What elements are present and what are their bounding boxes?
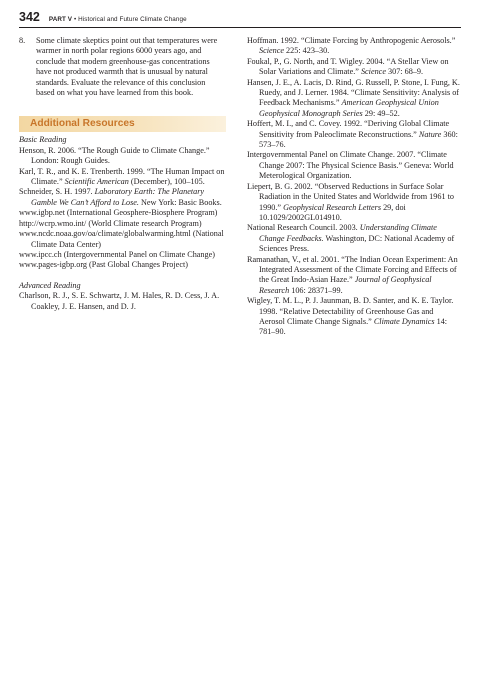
reference-it: Laboratory Earth: The Planetary Gamble We Can’t Afford to Lose. [31, 187, 205, 207]
reference-pre: www.ipcc.ch (Intergovernmental Panel on Climate Change) [19, 249, 215, 259]
reference-it: Climate Dynamics [373, 316, 435, 326]
advanced-reading-list-left [19, 291, 226, 312]
reference-post: 106: 28371–99. [289, 285, 343, 295]
reference-entry [19, 260, 226, 270]
reference-it: Journal of Geophysical Research [259, 275, 432, 295]
reference-it: Geophysical Research Letters [283, 202, 382, 212]
reference-post: 360: 573–76. [259, 129, 458, 150]
basic-reading-heading: Basic Reading [19, 135, 67, 145]
left-column [19, 36, 226, 312]
page-number: 342 [19, 10, 40, 24]
reference-pre: Liepert, B. G. 2002. “Observed Reductions in Surface Solar Radiation in the United States and Worldwide from 1961 to 1990.” [247, 181, 454, 212]
reference-post: 225: 423–30. [284, 46, 330, 56]
reference-it: American Geophysical Union Geophysical Monograph Series [259, 98, 439, 118]
reference-pre: Karl, T. R., and K. E. Trenberth. 1999. “The Human Impact on Climate.” [19, 166, 225, 187]
reference-entry [19, 208, 226, 218]
reference-pre: www.igbp.net (International Geosphere-Biosphere Program) [19, 208, 218, 218]
advanced-reading-list-right [247, 36, 460, 338]
reference-entry [19, 250, 226, 260]
reference-entry [247, 182, 460, 224]
header-separator: • [72, 16, 79, 23]
reference-pre: http://wcrp.wmo.int/ (World Climate research Program) [19, 218, 202, 228]
section-banner [19, 116, 226, 132]
reference-it: Science [259, 46, 284, 56]
reference-entry [247, 36, 460, 57]
reference-pre: National Research Council. 2003. [247, 223, 360, 233]
reference-entry [247, 150, 460, 181]
reference-it: Understanding Climate Change Feedbacks. [259, 223, 437, 243]
reference-pre: Hansen, J. E., A. Lacis, D. Rind, G. Russell, P. Stone, I. Fung, K. Ruedy, and J. Lerner. 1984. “Climate Sensitivity: Analysis of Feedback Mechanisms.” [247, 77, 460, 108]
reference-entry [19, 146, 226, 167]
right-column [247, 36, 460, 338]
reference-post: 29, doi 10.1029/2002GL014910. [259, 202, 406, 222]
part-label: PART V [48, 16, 73, 23]
running-header [19, 10, 187, 24]
reference-pre: Wigley, T. M. L., P. J. Jaunman, B. D. Santer, and K. E. Taylor. 1998. “Relative Detectability of Greenhouse Gas and Aerosol Climate Change Signals.” [247, 296, 454, 326]
reference-entry [19, 187, 226, 208]
reference-post: 14: 781–90. [259, 316, 448, 337]
reference-pre: Hoffert, M. I., and C. Covey. 1992. “Deriving Global Climate Sensitivity from Paleoclimate Reconstructions.” [247, 119, 450, 139]
reference-pre: www.ncdc.noaa.gov/oa/climate/globalwarming.html (National Climate Data Center) [19, 229, 224, 249]
reference-entry [247, 223, 460, 254]
reference-entry [247, 57, 460, 78]
reference-pre: Ramanathan, V., et al. 2001. “The Indian Ocean Experiment: An Integrated Assessment of the Climate Forcing and Effects of the Great Indo-Asian Haze.” [247, 254, 458, 285]
reference-post: (December), 100–105. [128, 177, 205, 187]
reference-entry [19, 167, 226, 188]
reference-post: 29: 49–52. [362, 108, 400, 118]
reference-pre: Intergovernmental Panel on Climate Change. 2007. “Climate Change 2007: The Physical Science Basis.” Geneva: World Meterological Organization. [247, 150, 454, 181]
running-head [49, 16, 187, 23]
reference-entry [247, 296, 460, 338]
reference-entry [19, 229, 226, 250]
reference-pre: Henson, R. 2006. “The Rough Guide to Climate Change.” London: Rough Guides. [19, 145, 210, 166]
reference-it: Nature [418, 129, 442, 139]
question-number: 8. [19, 36, 26, 45]
reference-entry [247, 255, 460, 297]
reference-post: New York: Basic Books. [138, 197, 222, 207]
question-text: Some climate skeptics point out that temperatures were warmer in north polar regions 6000 years ago, and conclude that modern greenhouse-gas concentrations have not produced warmth that is unusual by natural standards. Evaluate the relevance of this conclusion based on what you have learned from this book. [36, 36, 218, 98]
section-title: Additional Resources [30, 118, 135, 130]
reference-it: Science [360, 67, 386, 77]
reference-pre: www.pages-igbp.org (Past Global Changes Project) [19, 260, 188, 270]
reference-pre: Hoffman. 1992. “Climate Forcing by Anthropogenic Aerosols.” [247, 36, 456, 45]
reference-it: Scientific American [64, 177, 129, 187]
chapter-title: Historical and Future Climate Change [78, 16, 187, 23]
advanced-reading-heading: Advanced Reading [19, 280, 81, 290]
reference-post: 307: 68–9. [385, 67, 424, 77]
reference-entry [19, 291, 226, 312]
basic-reading-list [19, 146, 226, 271]
reference-entry [19, 219, 226, 229]
reference-entry [247, 119, 460, 150]
reference-pre: Charlson, R. J., S. E. Schwartz, J. M. Hales, R. D. Cess, J. A. Coakley, J. E. Hansen, and D. J. [19, 291, 220, 311]
reference-pre: Foukal, P., G. North, and T. Wigley. 2004. “A Stellar View on Solar Variations and Climate.” [247, 56, 449, 77]
reference-entry [247, 78, 460, 120]
header-rule [19, 27, 461, 28]
reference-post: Washington, DC: National Academy of Sciences Press. [259, 233, 455, 254]
review-question [19, 36, 226, 98]
reference-pre: Schneider, S. H. 1997. [19, 187, 95, 197]
